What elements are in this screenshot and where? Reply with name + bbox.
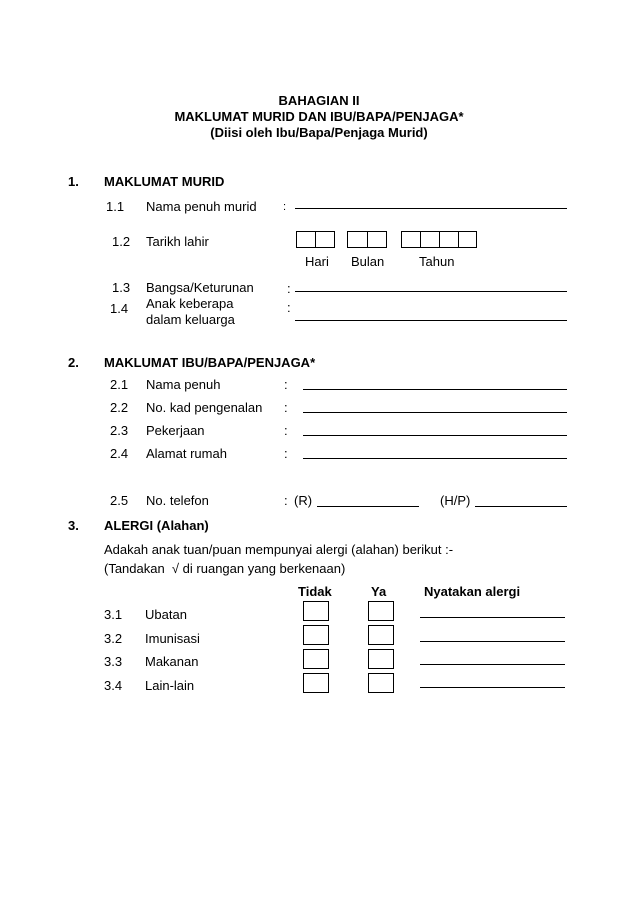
- birth-year-digit-3-box[interactable]: [439, 231, 459, 248]
- form-part-title: BAHAGIAN II: [278, 93, 360, 108]
- item-2-3-label: Pekerjaan: [146, 423, 205, 438]
- item-1-1-label: Nama penuh murid: [146, 199, 257, 214]
- form-title: MAKLUMAT MURID DAN IBU/BAPA/PENJAGA*: [174, 109, 464, 124]
- section-3-number: 3.: [68, 518, 79, 533]
- medication-no-checkbox[interactable]: [303, 601, 329, 621]
- home-address-field[interactable]: [303, 458, 567, 459]
- column-specify-header: Nyatakan alergi: [424, 584, 521, 599]
- allergy-instruction: (Tandakan √ di ruangan yang berkenaan): [104, 561, 346, 576]
- item-1-3-label: Bangsa/Keturunan: [146, 280, 254, 295]
- column-no-header: Tidak: [298, 584, 332, 599]
- home-phone-label: (R): [294, 493, 313, 508]
- birth-year-digit-1-box[interactable]: [401, 231, 421, 248]
- item-1-3-number: 1.3: [112, 280, 131, 295]
- mobile-phone-label: (H/P): [440, 493, 471, 508]
- birth-year-digit-2-box[interactable]: [420, 231, 440, 248]
- item-1-3-colon: :: [287, 281, 291, 296]
- allergy-question: Adakah anak tuan/puan mempunyai alergi (alahan) berikut :-: [104, 542, 454, 557]
- item-3-2-label: Imunisasi: [145, 631, 200, 646]
- item-2-4-number: 2.4: [110, 446, 129, 461]
- item-1-4-label-line1: Anak keberapa: [146, 296, 234, 311]
- item-1-2-number: 1.2: [112, 234, 131, 249]
- birth-month-digit-1-box[interactable]: [347, 231, 368, 248]
- medication-yes-checkbox[interactable]: [368, 601, 394, 621]
- item-2-2-label: No. kad pengenalan: [146, 400, 263, 415]
- home-phone-field[interactable]: [317, 506, 419, 507]
- birth-day-digit-1-box[interactable]: [296, 231, 316, 248]
- item-2-5-colon: :: [284, 493, 288, 508]
- food-yes-checkbox[interactable]: [368, 649, 394, 669]
- child-order-field[interactable]: [295, 320, 567, 321]
- section-1-number: 1.: [68, 174, 79, 189]
- item-2-2-colon: :: [284, 400, 288, 415]
- others-no-checkbox[interactable]: [303, 673, 329, 693]
- item-2-1-number: 2.1: [110, 377, 129, 392]
- item-2-3-colon: :: [284, 423, 288, 438]
- section-2-number: 2.: [68, 355, 79, 370]
- item-3-1-number: 3.1: [104, 607, 123, 622]
- item-2-4-label: Alamat rumah: [146, 446, 227, 461]
- day-label: Hari: [305, 254, 329, 269]
- immunization-no-checkbox[interactable]: [303, 625, 329, 645]
- section-3-title: ALERGI (Alahan): [104, 518, 209, 533]
- birth-day-digit-2-box[interactable]: [315, 231, 335, 248]
- item-2-2-number: 2.2: [110, 400, 129, 415]
- column-yes-header: Ya: [371, 584, 387, 599]
- item-3-3-number: 3.3: [104, 654, 123, 669]
- others-allergy-field[interactable]: [420, 687, 565, 688]
- immunization-yes-checkbox[interactable]: [368, 625, 394, 645]
- food-allergy-field[interactable]: [420, 664, 565, 665]
- item-3-4-label: Lain-lain: [145, 678, 195, 693]
- section-2-title: MAKLUMAT IBU/BAPA/PENJAGA*: [104, 355, 316, 370]
- item-1-1-number: 1.1: [106, 199, 125, 214]
- others-yes-checkbox[interactable]: [368, 673, 394, 693]
- item-1-4-number: 1.4: [110, 301, 129, 316]
- item-2-4-colon: :: [284, 446, 288, 461]
- student-full-name-field[interactable]: [295, 208, 567, 209]
- item-3-4-number: 3.4: [104, 678, 123, 693]
- food-no-checkbox[interactable]: [303, 649, 329, 669]
- birth-month-digit-2-box[interactable]: [367, 231, 387, 248]
- month-label: Bulan: [351, 254, 385, 269]
- immunization-allergy-field[interactable]: [420, 641, 565, 642]
- item-2-5-number: 2.5: [110, 493, 129, 508]
- item-1-1-colon: :: [283, 201, 287, 213]
- item-1-2-label: Tarikh lahir: [146, 234, 209, 249]
- section-1-title: MAKLUMAT MURID: [104, 174, 225, 189]
- mobile-phone-field[interactable]: [475, 506, 567, 507]
- parent-full-name-field[interactable]: [303, 389, 567, 390]
- item-3-2-number: 3.2: [104, 631, 123, 646]
- birth-year-digit-4-box[interactable]: [458, 231, 477, 248]
- item-2-5-label: No. telefon: [146, 493, 209, 508]
- item-1-4-colon: :: [287, 300, 291, 315]
- item-1-4-label-line2: dalam keluarga: [146, 312, 235, 327]
- form-subtitle: (Diisi oleh Ibu/Bapa/Penjaga Murid): [210, 125, 428, 140]
- item-2-1-colon: :: [284, 377, 288, 392]
- item-2-1-label: Nama penuh: [146, 377, 221, 392]
- item-3-1-label: Ubatan: [145, 607, 187, 622]
- medication-allergy-field[interactable]: [420, 617, 565, 618]
- item-2-3-number: 2.3: [110, 423, 129, 438]
- occupation-field[interactable]: [303, 435, 567, 436]
- ic-number-field[interactable]: [303, 412, 567, 413]
- year-label: Tahun: [419, 254, 455, 269]
- item-3-3-label: Makanan: [145, 654, 199, 669]
- race-field[interactable]: [295, 291, 567, 292]
